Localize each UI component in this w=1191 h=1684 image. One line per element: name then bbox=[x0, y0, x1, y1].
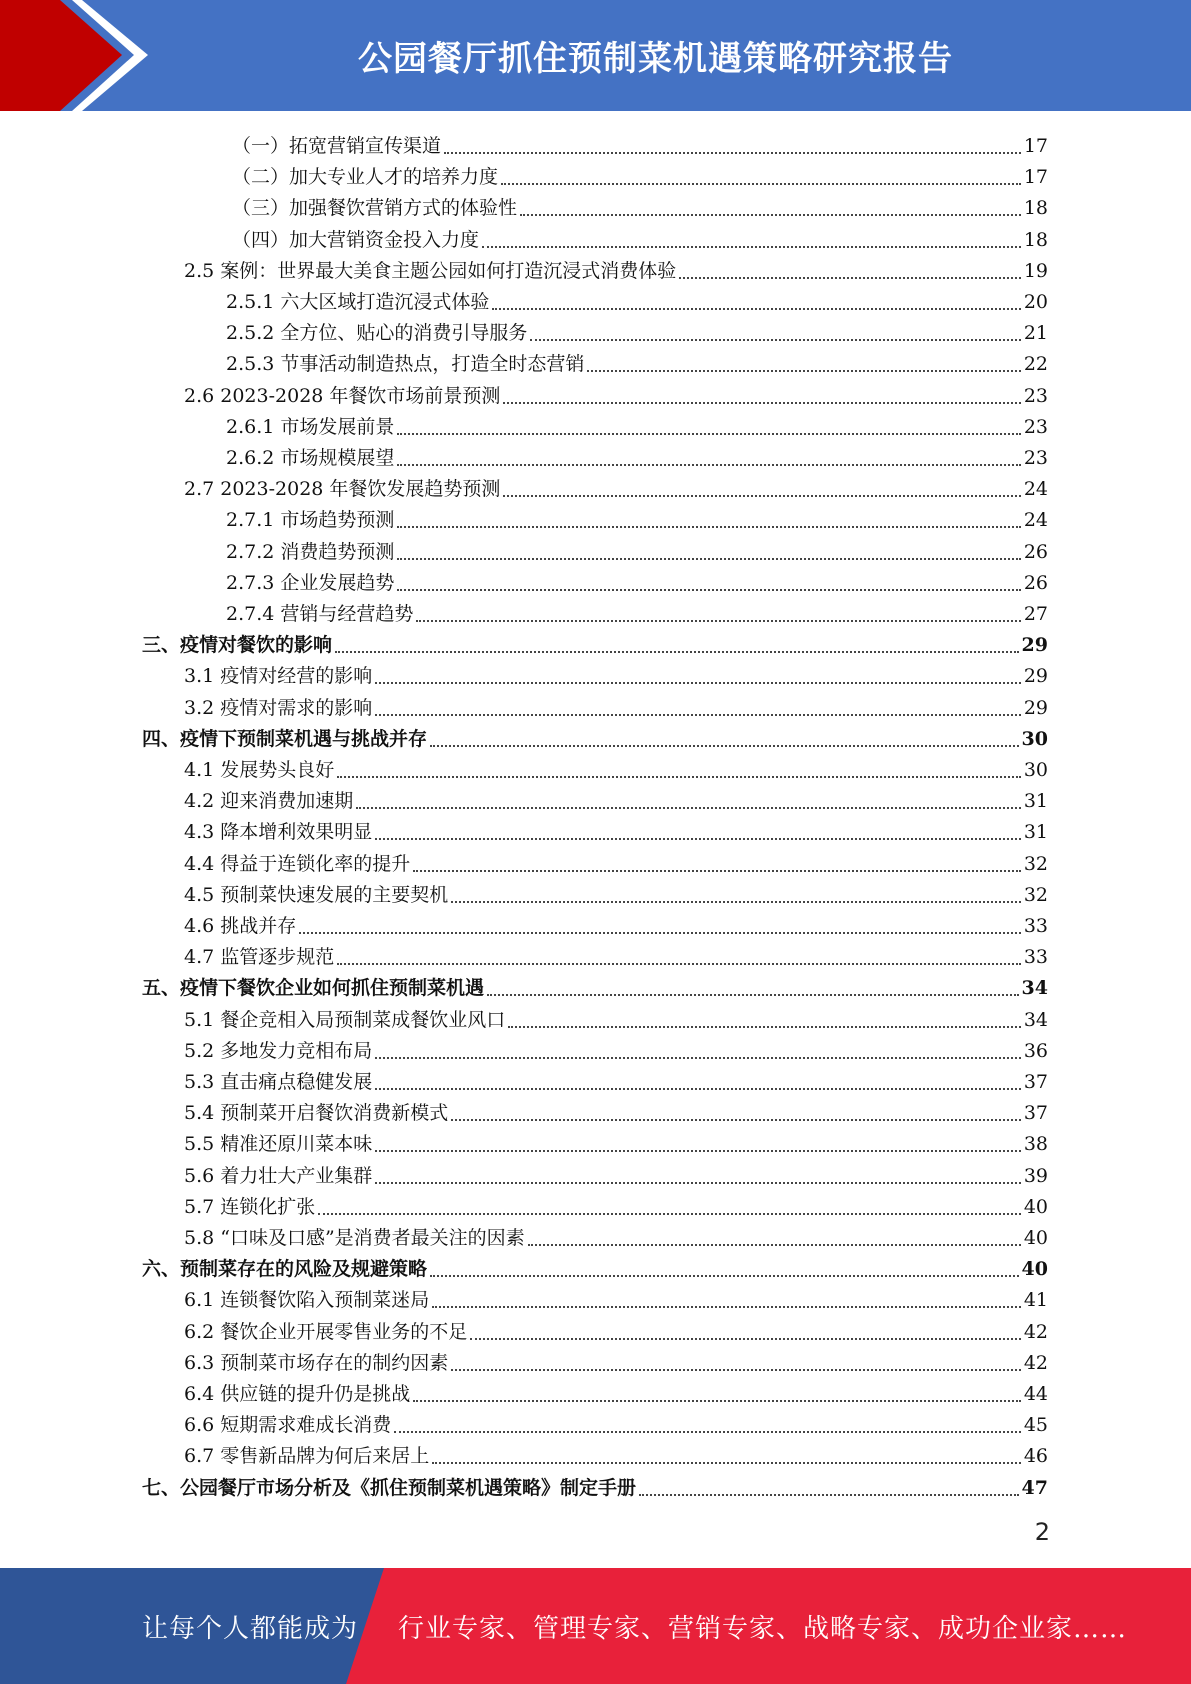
toc-entry[interactable] bbox=[142, 626, 1048, 657]
toc-entry[interactable] bbox=[184, 377, 1048, 408]
toc-entry-page: 33 bbox=[1023, 946, 1048, 969]
toc-entry-title: 4.7 监管逐步规范 bbox=[184, 946, 335, 969]
toc-entry-page: 38 bbox=[1023, 1133, 1048, 1156]
toc-entry[interactable] bbox=[184, 1406, 1048, 1437]
toc-dot-leader bbox=[487, 970, 1019, 996]
toc-entry[interactable] bbox=[232, 221, 1048, 252]
toc-entry-title: （二）加大专业人才的培养力度 bbox=[232, 166, 499, 189]
toc-entry-page: 18 bbox=[1023, 228, 1048, 251]
toc-dot-leader bbox=[451, 877, 1021, 903]
toc-entry-title: 4.6 挑战并存 bbox=[184, 915, 297, 937]
toc-entry-page: 17 bbox=[1023, 135, 1048, 157]
toc-entry-title: 2.6.1 市场发展前景 bbox=[226, 415, 395, 438]
toc-entry[interactable] bbox=[184, 1437, 1048, 1468]
toc-entry[interactable] bbox=[232, 127, 1048, 158]
toc-entry[interactable] bbox=[226, 345, 1048, 376]
toc-entry-title: 七、公园餐厅市场分析及《抓住预制菜机遇策略》制定手册 bbox=[142, 1476, 637, 1499]
toc-dot-leader bbox=[430, 721, 1019, 747]
toc-entry-page: 42 bbox=[1023, 1320, 1048, 1343]
toc-dot-leader bbox=[587, 346, 1020, 372]
toc-entry-title: 2.5.3 节事活动制造热点，打造全时态营销 bbox=[226, 353, 585, 376]
toc-entry-page: 37 bbox=[1023, 1102, 1048, 1125]
toc-entry[interactable] bbox=[184, 751, 1048, 782]
toc-dot-leader bbox=[451, 1095, 1021, 1121]
toc-entry-page: 31 bbox=[1023, 821, 1048, 844]
toc-entry-title: 4.5 预制菜快速发展的主要契机 bbox=[184, 883, 449, 906]
toc-entry[interactable] bbox=[184, 470, 1048, 501]
footer-slogan-right: 行业专家、管理专家、营销专家、战略专家、成功企业家…… bbox=[398, 1613, 1128, 1644]
toc-entry-title: 6.1 连锁餐饮陷入预制菜迷局 bbox=[184, 1289, 430, 1312]
toc-entry[interactable] bbox=[226, 283, 1048, 314]
toc-entry-title: （三）加强餐饮营销方式的体验性 bbox=[232, 197, 518, 220]
toc-dot-leader bbox=[375, 1126, 1021, 1152]
toc-entry-title: 5.1 餐企竞相入局预制菜成餐饮业风口 bbox=[184, 1008, 506, 1031]
toc-entry-title: 2.6 2023-2028 年餐饮市场前景预测 bbox=[184, 384, 501, 407]
toc-dot-leader bbox=[508, 1002, 1021, 1028]
toc-entry-title: 2.7.3 企业发展趋势 bbox=[226, 571, 395, 594]
toc-entry-page: 29 bbox=[1021, 634, 1048, 657]
toc-entry[interactable] bbox=[184, 1375, 1048, 1406]
toc-dot-leader bbox=[679, 253, 1021, 279]
toc-entry-page: 21 bbox=[1023, 322, 1048, 345]
toc-entry-page: 46 bbox=[1023, 1445, 1048, 1468]
toc-entry-page: 37 bbox=[1023, 1071, 1048, 1093]
toc-dot-leader bbox=[318, 1189, 1021, 1215]
toc-entry-title: 5.7 连锁化扩张 bbox=[184, 1195, 316, 1218]
toc-entry[interactable] bbox=[226, 439, 1048, 470]
toc-dot-leader bbox=[470, 1314, 1021, 1340]
toc-dot-leader bbox=[397, 409, 1020, 435]
toc-entry-title: 5.2 多地发力竞相布局 bbox=[184, 1039, 373, 1062]
toc-entry-title: 5.3 直击痛点稳健发展 bbox=[184, 1071, 373, 1093]
toc-entry[interactable] bbox=[184, 1001, 1048, 1032]
toc-entry-title: 2.7.1 市场趋势预测 bbox=[226, 509, 395, 532]
toc-entry-title: 2.6.2 市场规模展望 bbox=[226, 447, 395, 469]
toc-dot-leader bbox=[503, 471, 1020, 497]
toc-entry-page: 24 bbox=[1023, 509, 1048, 532]
toc-entry[interactable] bbox=[184, 876, 1048, 907]
toc-entry-page: 31 bbox=[1023, 790, 1048, 813]
toc-entry[interactable] bbox=[184, 845, 1048, 876]
toc-dot-leader bbox=[356, 783, 1021, 809]
report-title: 公园餐厅抓住预制菜机遇策略研究报告 bbox=[358, 39, 953, 79]
toc-dot-leader bbox=[337, 939, 1021, 965]
toc-entry-page: 40 bbox=[1023, 1195, 1048, 1218]
toc-entry-title: 6.6 短期需求难成长消费 bbox=[184, 1414, 392, 1437]
toc-dot-leader bbox=[639, 1470, 1019, 1496]
toc-dot-leader bbox=[397, 502, 1020, 528]
toc-dot-leader bbox=[492, 284, 1020, 310]
toc-dot-leader bbox=[528, 1220, 1021, 1246]
toc-entry-title: 2.7 2023-2028 年餐饮发展趋势预测 bbox=[184, 478, 501, 501]
toc-entry-page: 41 bbox=[1023, 1289, 1048, 1312]
toc-entry[interactable] bbox=[184, 1219, 1048, 1250]
toc-dot-leader bbox=[394, 1407, 1021, 1433]
toc-entry-title: 5.5 精准还原川菜本味 bbox=[184, 1133, 373, 1156]
page-footer bbox=[0, 1568, 1191, 1684]
toc-entry[interactable] bbox=[142, 1250, 1048, 1281]
toc-entry[interactable] bbox=[226, 595, 1048, 626]
toc-entry[interactable] bbox=[226, 533, 1048, 564]
toc-entry-title: 3.2 疫情对需求的影响 bbox=[184, 696, 373, 719]
page-number: 2 bbox=[1034, 1518, 1050, 1546]
toc-entry-page: 27 bbox=[1023, 603, 1048, 625]
toc-entry-title: 五、疫情下餐饮企业如何抓住预制菜机遇 bbox=[142, 977, 485, 1000]
toc-entry-title: 6.7 零售新品牌为何后来居上 bbox=[184, 1445, 430, 1468]
toc-dot-leader bbox=[430, 1251, 1019, 1277]
page-header bbox=[0, 0, 1191, 111]
toc-entry-page: 23 bbox=[1023, 447, 1048, 469]
toc-entry[interactable] bbox=[142, 720, 1048, 751]
toc-dot-leader bbox=[299, 908, 1021, 934]
toc-entry-title: 4.2 迎来消费加速期 bbox=[184, 790, 354, 813]
toc-dot-leader bbox=[416, 596, 1020, 622]
toc-dot-leader bbox=[375, 1064, 1021, 1090]
toc-entry-page: 39 bbox=[1023, 1164, 1048, 1187]
toc-entry[interactable] bbox=[184, 1063, 1048, 1094]
toc-entry[interactable] bbox=[232, 158, 1048, 189]
toc-dot-leader bbox=[413, 1376, 1021, 1402]
toc-entry-page: 30 bbox=[1023, 759, 1048, 781]
toc-dot-leader bbox=[501, 159, 1021, 185]
toc-entry-page: 17 bbox=[1023, 166, 1048, 189]
toc-entry[interactable] bbox=[184, 1157, 1048, 1188]
toc-entry-page: 20 bbox=[1023, 291, 1048, 313]
toc-dot-leader bbox=[444, 128, 1021, 154]
toc-entry-title: 6.3 预制菜市场存在的制约因素 bbox=[184, 1351, 449, 1374]
toc-entry-page: 19 bbox=[1023, 259, 1048, 282]
toc-entry-title: （一）拓宽营销宣传渠道 bbox=[232, 135, 442, 157]
toc-entry-page: 29 bbox=[1023, 696, 1048, 719]
toc-entry-page: 22 bbox=[1023, 353, 1048, 376]
toc-dot-leader bbox=[530, 315, 1020, 341]
toc-entry-page: 47 bbox=[1021, 1476, 1048, 1499]
toc-entry-title: 4.3 降本增利效果明显 bbox=[184, 821, 373, 844]
toc-entry-page: 24 bbox=[1023, 478, 1048, 501]
toc-entry-title: 三、疫情对餐饮的影响 bbox=[142, 634, 333, 657]
toc-entry[interactable] bbox=[184, 1344, 1048, 1375]
toc-entry-page: 26 bbox=[1023, 540, 1048, 563]
toc-dot-leader bbox=[482, 222, 1021, 248]
toc-entry[interactable] bbox=[184, 657, 1048, 688]
toc-entry[interactable] bbox=[232, 189, 1048, 220]
toc-dot-leader bbox=[397, 440, 1020, 466]
toc-dot-leader bbox=[413, 846, 1021, 872]
toc-entry-title: 4.1 发展势头良好 bbox=[184, 759, 335, 781]
toc-entry-page: 32 bbox=[1023, 852, 1048, 875]
toc-entry[interactable] bbox=[184, 252, 1048, 283]
toc-entry-page: 45 bbox=[1023, 1414, 1048, 1437]
toc-entry-title: 6.2 餐饮企业开展零售业务的不足 bbox=[184, 1320, 468, 1343]
toc-dot-leader bbox=[375, 1033, 1021, 1059]
toc-entry-page: 44 bbox=[1023, 1383, 1048, 1405]
toc-entry[interactable] bbox=[184, 689, 1048, 720]
toc-entry-page: 29 bbox=[1023, 665, 1048, 688]
toc-entry-title: 2.7.4 营销与经营趋势 bbox=[226, 603, 414, 625]
toc-dot-leader bbox=[520, 190, 1021, 216]
toc-entry[interactable] bbox=[142, 1469, 1048, 1500]
toc-entry[interactable] bbox=[226, 408, 1048, 439]
toc-entry-title: 5.8 “口味及口感”是消费者最关注的因素 bbox=[184, 1227, 525, 1249]
toc-entry-page: 23 bbox=[1023, 384, 1048, 407]
toc-entry-page: 42 bbox=[1023, 1351, 1048, 1374]
toc-dot-leader bbox=[397, 534, 1020, 560]
toc-entry[interactable] bbox=[184, 1125, 1048, 1156]
toc-entry-page: 40 bbox=[1023, 1227, 1048, 1249]
toc-entry[interactable] bbox=[226, 564, 1048, 595]
toc-entry-title: 5.6 着力壮大产业集群 bbox=[184, 1164, 373, 1187]
toc-entry-page: 30 bbox=[1021, 727, 1048, 750]
toc-dot-leader bbox=[375, 658, 1021, 684]
toc-entry-page: 26 bbox=[1023, 571, 1048, 594]
toc-dot-leader bbox=[375, 814, 1021, 840]
toc-entry[interactable] bbox=[184, 1032, 1048, 1063]
toc-dot-leader bbox=[335, 627, 1019, 653]
toc-dot-leader bbox=[432, 1282, 1021, 1308]
footer-slogan-left: 让每个人都能成为 bbox=[142, 1613, 359, 1644]
toc-entry[interactable] bbox=[226, 314, 1048, 345]
toc-entry-title: 3.1 疫情对经营的影响 bbox=[184, 665, 373, 688]
toc-entry[interactable] bbox=[184, 1281, 1048, 1312]
toc-dot-leader bbox=[337, 752, 1021, 778]
toc-entry-page: 40 bbox=[1021, 1258, 1048, 1281]
toc-entry[interactable] bbox=[184, 1094, 1048, 1125]
toc-entry[interactable] bbox=[184, 1313, 1048, 1344]
toc-entry[interactable] bbox=[184, 813, 1048, 844]
toc-entry-page: 34 bbox=[1021, 977, 1048, 1000]
toc-entry[interactable] bbox=[184, 907, 1048, 938]
toc-entry-title: 2.5 案例：世界最大美食主题公园如何打造沉浸式消费体验 bbox=[184, 259, 677, 282]
toc-dot-leader bbox=[503, 378, 1020, 404]
toc-dot-leader bbox=[375, 1158, 1021, 1184]
toc-entry-page: 33 bbox=[1023, 915, 1048, 937]
toc-entry-title: 2.5.2 全方位、贴心的消费引导服务 bbox=[226, 322, 528, 345]
toc-entry[interactable] bbox=[184, 1188, 1048, 1219]
toc-entry-page: 36 bbox=[1023, 1039, 1048, 1062]
toc-entry[interactable] bbox=[226, 501, 1048, 532]
toc-entry-page: 34 bbox=[1023, 1008, 1048, 1031]
toc-entry-title: 5.4 预制菜开启餐饮消费新模式 bbox=[184, 1102, 449, 1125]
toc-dot-leader bbox=[397, 565, 1020, 591]
toc-dot-leader bbox=[451, 1345, 1021, 1371]
toc-entry-title: 六、预制菜存在的风险及规避策略 bbox=[142, 1258, 428, 1281]
toc-entry-title: 2.7.2 消费趋势预测 bbox=[226, 540, 395, 563]
toc-entry-title: 4.4 得益于连锁化率的提升 bbox=[184, 852, 411, 875]
toc-entry[interactable] bbox=[184, 938, 1048, 969]
toc-entry-page: 32 bbox=[1023, 883, 1048, 906]
toc-entry-page: 18 bbox=[1023, 197, 1048, 220]
toc-entry-page: 23 bbox=[1023, 415, 1048, 438]
toc-dot-leader bbox=[432, 1438, 1021, 1464]
toc-entry-title: 6.4 供应链的提升仍是挑战 bbox=[184, 1383, 411, 1405]
toc-dot-leader bbox=[375, 690, 1021, 716]
toc-entry-title: 四、疫情下预制菜机遇与挑战并存 bbox=[142, 727, 428, 750]
toc-entry[interactable] bbox=[184, 782, 1048, 813]
toc-entry[interactable] bbox=[142, 969, 1048, 1000]
toc-entry-title: （四）加大营销资金投入力度 bbox=[232, 228, 480, 251]
toc-entry-title: 2.5.1 六大区域打造沉浸式体验 bbox=[226, 291, 490, 313]
